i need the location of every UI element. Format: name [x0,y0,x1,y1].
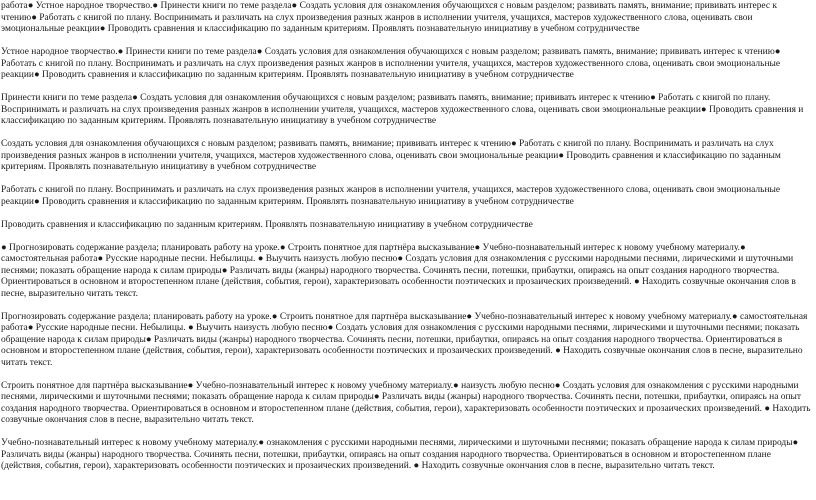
paragraph-5: Работать с книгой по плану. Воспринимать и различать на слух произведения разных жанров в исполнении учителя, учащихся, мастеров художественного слова, оценивать свои эмоциональные реакции● Проводить сравнения и классификацию по заданным критериям. Проявлять познавательную инициативу в учебном сотрудничестве [1,185,781,207]
paragraph-10: Учебно-познавательный интерес к новому учебному материалу.● ознакомления с русскими народными песнями, лирическими и шуточными песнями; показать обращение народа к силам природы● Различать виды (жанры) народного творчества. Сочинять песни, потешки, прибаутки, опираясь на опыт создания народного творчества. Ориентироваться в основном и второстепенном плане (действия, события, герои), характеризовать особенности поэтических и прозаических произведений. ● Находить созвучные окончания слов в песне, выразительно читать текст. [1,438,799,471]
paragraph-gap [1,36,814,48]
paragraph-gap [1,174,814,186]
paragraph-7: ● Прогнозировать содержание раздела; планировать работу на уроке.● Строить понятное для партнёра высказывание● Учебно-познавательный интерес к новому учебному материалу.● самостоятельная работа● Русские народные песни. Небылицы. ● Выучить наизусть любую песню● Создать условия для ознакомления с русскими народными песнями, лирическими и шуточными песнями; показать обращение народа к силам природы● Различать виды (жанры) народного творчества. Сочинять песни, потешки, прибаутки, опираясь на опыт создания народного творчества. Ориентироваться в основном и второстепенном плане (действия, события, герои), характеризовать особенности поэтических и прозаических произведений. ● Находить созвучные окончания слов в песне, выразительно читать текст. [1,242,796,299]
paragraph-gap [1,208,814,220]
document-body [1,1,814,473]
paragraph-gap [1,300,814,312]
paragraph-gap [1,369,814,381]
paragraph-gap [1,128,814,140]
paragraph-2: Устное народное творчество.● Принести книги по теме раздела● Создать условия для ознакомления обучающихся с новым разделом; развивать память, внимание; прививать интерес к чтению● Работать с книгой по плану. Воспринимать и различать на слух произведения разных жанров в исполнении учителя, учащихся, мастеров художественного слова, оценивать свои эмоциональные реакции● Проводить сравнения и классификацию по заданным критериям. Проявлять познавательную инициативу в учебном сотрудничестве [1,47,781,80]
paragraph-4: Создать условия для ознакомления обучающихся с новым разделом; развивать память, внимание; прививать интерес к чтению● Работать с книгой по плану. Воспринимать и различать на слух произведения разных жанров в исполнении учителя, учащихся, мастеров художественного слова, оценивать свои эмоциональные реакции● Проводить сравнения и классификацию по заданным критериям. Проявлять познавательную инициативу в учебном сотрудничестве [1,139,781,172]
paragraph-3: Принести книги по теме раздела● Создать условия для ознакомления обучающихся с новым разделом; развивать память, внимание; прививать интерес к чтению● Работать с книгой по плану. Воспринимать и различать на слух произведения разных жанров в исполнении учителя, учащихся, мастеров художественного слова, оценивать свои эмоциональные реакции● Проводить сравнения и классификацию по заданным критериям. Проявлять познавательную инициативу в учебном сотрудничестве [1,93,804,126]
paragraph-6: Проводить сравнения и классификацию по заданным критериям. Проявлять познавательную инициативу в учебном сотрудничестве [1,219,533,230]
paragraph-gap [1,82,814,94]
paragraph-gap [1,231,814,243]
paragraph-9: Строить понятное для партнёра высказывание● Учебно-познавательный интерес к новому учебному материалу.● наизусть любую песню● Создать условия для ознакомления с русскими народными песнями, лирическими и шуточными песнями; показать обращение народа к силам природы● Различать виды (жанры) народного творчества. Сочинять песни, потешки, прибаутки, опираясь на опыт создания народного творчества. Ориентироваться в основном и второстепенном плане (действия, события, герои), характеризовать особенности поэтических и прозаических произведений. ● Находить созвучные окончания слов в песне, выразительно читать текст. [1,380,811,425]
paragraph-1: работа● Устное народное творчество.● Принести книги по теме раздела● Создать условия для ознакомления обучающихся с новым разделом; развивать память, внимание; прививать интерес к чтению● Работать с книгой по плану. Воспринимать и различать на слух произведения разных жанров в исполнении учителя, учащихся, мастеров художественного слова, оценивать свои эмоциональные реакции● Проводить сравнения и классификацию по заданным критериям. Проявлять познавательную инициативу в учебном сотрудничестве [1,1,777,34]
paragraph-gap [1,427,814,439]
paragraph-8: Прогнозировать содержание раздела; планировать работу на уроке.● Строить понятное для партнёра высказывание● Учебно-познавательный интерес к новому учебному материалу.● самостоятельная работа● Русские народные песни. Небылицы. ● Выучить наизусть любую песню● Создать условия для ознакомления с русскими народными песнями, лирическими и шуточными песнями; показать обращение народа к силам природы● Различать виды (жанры) народного творчества. Сочинять песни, потешки, прибаутки, опираясь на опыт создания народного творчества. Ориентироваться в основном и второстепенном плане (действия, события, герои), характеризовать особенности поэтических и прозаических произведений. ● Находить созвучные окончания слов в песне, выразительно читать текст. [1,311,808,368]
